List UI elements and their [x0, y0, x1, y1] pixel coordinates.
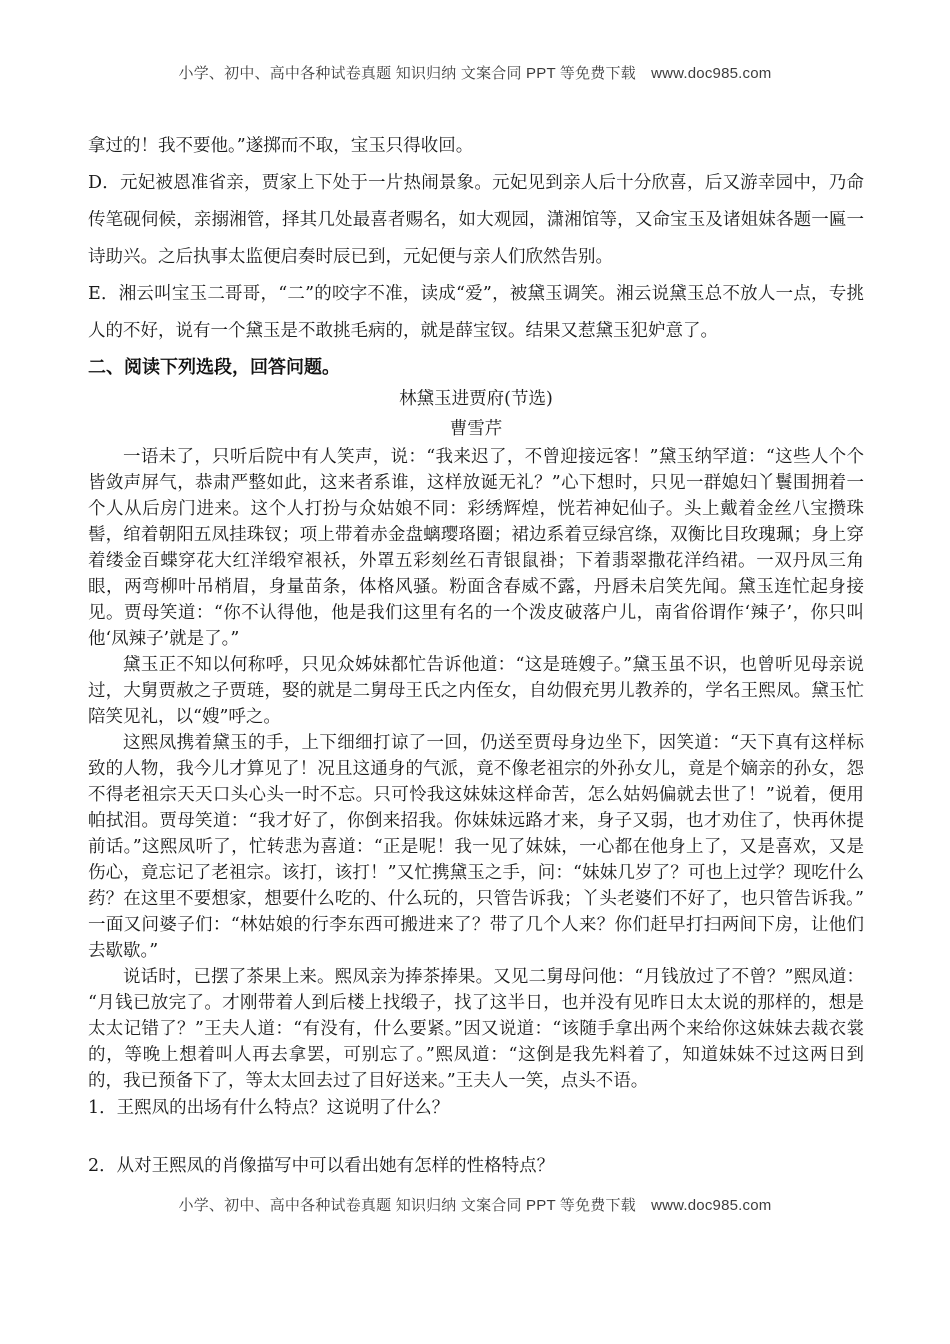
- header-watermark: 小学、初中、高中各种试卷真题 知识归纳 文案合同 PPT 等免费下载 www.doc985.com: [178, 65, 772, 82]
- choice-option-e: E．湘云叫宝玉二哥哥，“二”的咬字不准，读成“爱”，被黛玉调笑。湘云说黛玉总不放人一点，专挑人的不好，说有一个黛玉是不敢挑毛病的，就是薛宝钗。结果又惹黛玉犯妒意了。: [88, 284, 864, 341]
- paragraph-continuation: 拿过的！我不要他。”遂掷而不取，宝玉只得收回。: [88, 136, 474, 156]
- excerpt-paragraph-3: 这熙凤携着黛玉的手，上下细细打谅了一回，仍送至贾母身边坐下，因笑道：“天下真有这样标致的人物，我今儿才算见了！况且这通身的气派，竟不像老祖宗的外孙女儿，竟是个嫡亲的孙女，怨不得老祖宗天天口头心头一时不忘。只可怜我这妹妹这样命苦，怎么姑妈偏就去世了！”说着，便用帕拭泪。贾母笑道：“我才好了，你倒来招我。你妹妹远路才来，身子又弱，也才劝住了，快再休提前话。”这熙凤听了，忙转悲为喜道：“正是呢！我一见了妹妹，一心都在他身上了，又是喜欢，又是伤心，竟忘记了老祖宗。该打，该打！”又忙携黛玉之手，问：“妹妹几岁了？可也上过学？现吃什么药？在这里不要想家，想要什么吃的、什么玩的，只管告诉我；丫头老婆们不好了，也只管告诉我。”一面又问婆子们：“林姑娘的行李东西可搬进来了？带了几个人来？你们赶早打扫两间下房，让他们去歇歇。”: [88, 733, 864, 961]
- footer-watermark: 小学、初中、高中各种试卷真题 知识归纳 文案合同 PPT 等免费下载 www.doc985.com: [178, 1197, 772, 1214]
- section-heading: 二、阅读下列选段，回答问题。: [88, 357, 340, 377]
- excerpt-paragraph-4: 说话时，已摆了茶果上来。熙凤亲为捧茶捧果。又见二舅母问他：“月钱放过了不曾？”熙凤道：“月钱已放完了。才刚带着人到后楼上找缎子，找了这半日，也并没有见昨日太太说的那样的，想是太太记错了？”王夫人道：“有没有，什么要紧。”因又说道：“该随手拿出两个来给你这妹妹去裁衣裳的，等晚上想着叫人再去拿罢，可别忘了。”熙凤道：“这倒是我先料着了，知道妹妹不过这两日到的，我已预备下了，等太太回去过了目好送来。”王夫人一笑，点头不语。: [88, 967, 864, 1091]
- excerpt-paragraph-2: 黛玉正不知以何称呼，只见众姊妹都忙告诉他道：“这是琏嫂子。”黛玉虽不识，也曾听见母亲说过，大舅贾赦之子贾琏，娶的就是二舅母王氏之内侄女，自幼假充男儿教养的，学名王熙凤。黛玉忙陪笑见礼，以“嫂”呼之。: [88, 655, 864, 727]
- choice-option-d: D．元妃被恩准省亲，贾家上下处于一片热闹景象。元妃见到亲人后十分欣喜，后又游幸园中，乃命传笔砚伺候，亲搦湘管，择其几处最喜者赐名，如大观园，潇湘馆等，又命宝玉及诸姐妹各题一匾一诗助兴。之后执事太监便启奏时辰已到，元妃便与亲人们欣然告别。: [88, 173, 864, 267]
- excerpt-title: 林黛玉进贾府(节选): [399, 389, 553, 409]
- question-1: 1．王熙凤的出场有什么特点？这说明了什么？: [88, 1098, 450, 1118]
- excerpt-author: 曹雪芹: [449, 419, 503, 439]
- document-body: [88, 128, 864, 1180]
- question-2: 2．从对王熙凤的肖像描写中可以看出她有怎样的性格特点？: [88, 1156, 555, 1176]
- excerpt-paragraph-1: 一语未了，只听后院中有人笑声，说：“我来迟了，不曾迎接远客！”黛玉纳罕道：“这些人个个皆敛声屏气，恭肃严整如此，这来者系谁，这样放诞无礼？”心下想时，只见一群媳妇丫鬟围拥着一个人从后房门进来。这个人打扮与众姑娘不同：彩绣辉煌，恍若神妃仙子。头上戴着金丝八宝攒珠髻，绾着朝阳五凤挂珠钗；项上带着赤金盘螭璎珞圈；裙边系着豆绿宫绦，双衡比目玫瑰珮；身上穿着缕金百蝶穿花大红洋缎窄裉袄，外罩五彩刻丝石青银鼠褂；下着翡翠撒花洋绉裙。一双丹凤三角眼，两弯柳叶吊梢眉，身量苗条，体格风骚。粉面含春威不露，丹唇未启笑先闻。黛玉连忙起身接见。贾母笑道：“你不认得他，他是我们这里有名的一个泼皮破落户儿，南省俗谓作‘辣子’，你只叫他‘凤辣子’就是了。”: [88, 447, 864, 649]
